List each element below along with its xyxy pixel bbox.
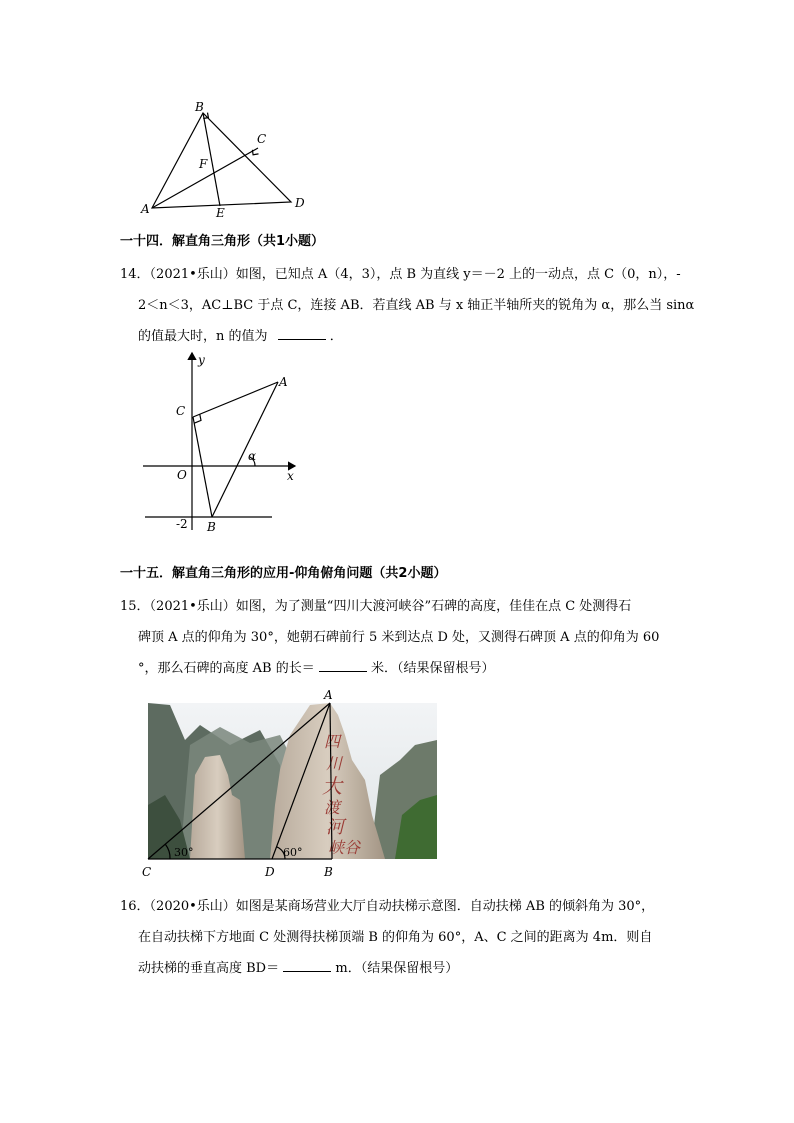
label-b3: B (324, 865, 333, 879)
svg-text:四: 四 (324, 732, 341, 751)
label-f: F (199, 157, 208, 171)
q15-line2: 碑顶 A 点的仰角为 30°，她朝石碑前行 5 米到达点 D 处，又测得石碑顶 A 点的仰角为 60 (138, 630, 660, 645)
q14-line2: 2＜n＜3，AC⊥BC 于点 C，连接 AB．若直线 AB 与 x 轴正半轴所夹的锐角为 α，那么当 sinα (138, 298, 695, 313)
label-60deg: 60° (283, 846, 303, 859)
label-30deg: 30° (174, 846, 194, 859)
label-neg2: -2 (176, 517, 188, 531)
section-title-15: 一十五．解直角三角形的应用-仰角俯角问题（共2小题） (120, 566, 447, 581)
answer-blank-14[interactable] (278, 327, 326, 340)
answer-blank-15[interactable] (319, 659, 367, 672)
label-alpha: α (248, 449, 257, 463)
label-o: O (177, 468, 187, 482)
q14-line3 (138, 325, 343, 344)
label-y: y (198, 353, 205, 367)
label-c2: C (176, 404, 186, 418)
label-b2: B (207, 520, 216, 534)
svg-text:川: 川 (326, 754, 343, 773)
svg-text:河: 河 (326, 817, 344, 838)
q16-line2: 在自动扶梯下方地面 C 处测得扶梯顶端 B 的仰角为 60°，A、C 之间的距离为 4m．则自 (138, 930, 653, 945)
label-a3: A (324, 688, 333, 702)
figure-coordinate (135, 345, 310, 540)
figure-stele-photo (140, 685, 440, 880)
segment-ca (193, 382, 278, 417)
label-b: B (195, 100, 204, 114)
figure-triangle (130, 95, 320, 225)
label-d: D (295, 196, 305, 210)
section-title-14: 一十四．解直角三角形（共1小题） (120, 234, 325, 249)
segment-ab (212, 382, 278, 517)
q14-line3-end: ． (329, 329, 343, 344)
svg-text:峡谷: 峡谷 (328, 838, 361, 857)
triangle-abd (152, 113, 291, 208)
q14-line3-text: 的值最大时，n 的值为 (138, 329, 268, 344)
q15-line3-end: 米．（结果保留根号） (371, 661, 495, 676)
q15-line1: 15．（2021•乐山）如图，为了测量“四川大渡河峡谷”石碑的高度，佳佳在点 C 处测得石 (120, 599, 632, 614)
q16-line3-text: 动扶梯的垂直高度 BD＝ (138, 961, 280, 976)
q16-line3 (138, 957, 458, 976)
label-a2: A (279, 375, 288, 389)
svg-text:大: 大 (322, 774, 342, 798)
q16-line3-end: m．（结果保留根号） (335, 961, 459, 976)
label-x: x (287, 469, 294, 483)
svg-text:渡: 渡 (324, 798, 341, 817)
label-c: C (257, 132, 267, 146)
label-a: A (141, 202, 150, 216)
q15-line3-text: °，那么石碑的高度 AB 的长＝ (138, 661, 315, 676)
label-e: E (216, 206, 225, 220)
q16-line1: 16．（2020•乐山）如图是某商场营业大厅自动扶梯示意图．自动扶梯 AB 的倾斜角为 30°， (120, 899, 655, 914)
segment-cb (193, 417, 212, 517)
q14-line1: 14．（2021•乐山）如图，已知点 A（4，3），点 B 为直线 y＝－2 上的一动点，点 C（0，n），- (120, 267, 681, 282)
answer-blank-16[interactable] (283, 959, 331, 972)
q15-line3 (138, 657, 495, 676)
label-c3: C (142, 865, 152, 879)
photo (148, 703, 437, 859)
label-d3: D (265, 865, 275, 879)
